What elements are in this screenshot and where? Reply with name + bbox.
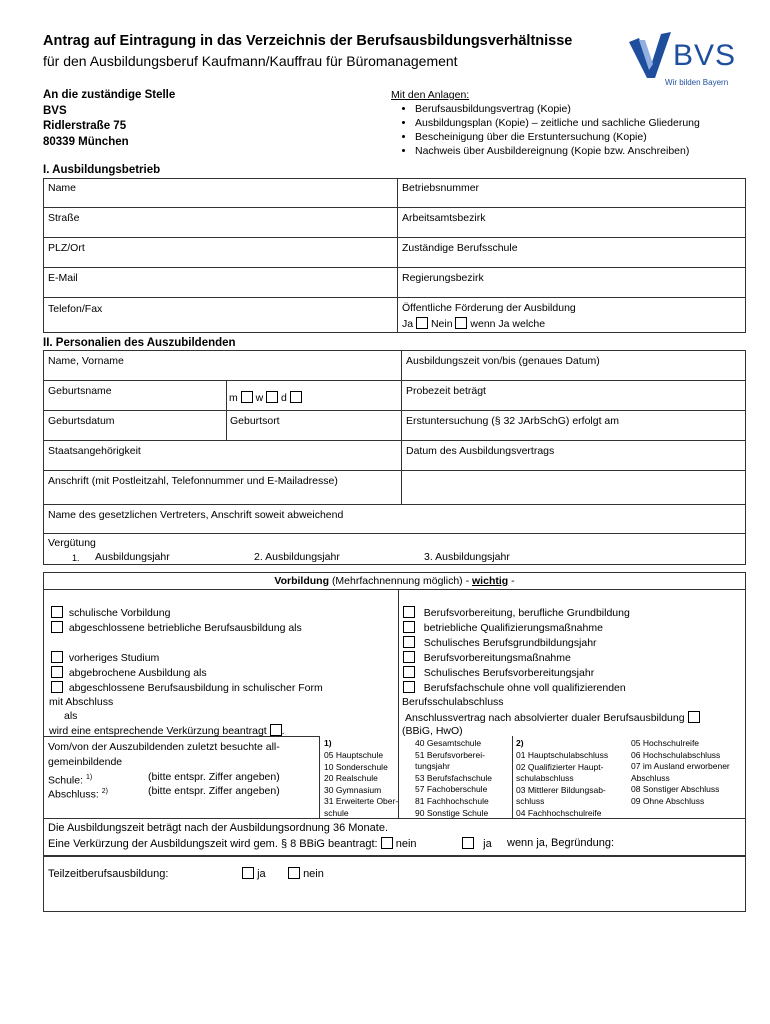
telefon-fax-field[interactable]: Telefon/Fax — [48, 303, 103, 315]
vorbildung-left-5: abgeschlossene Berufsausbildung in schulischer Form — [51, 681, 323, 695]
recipient-address — [43, 88, 175, 150]
vorbildung-right-2: betriebliche Qualifizierungsmaßnahme — [403, 621, 603, 635]
attachments-heading: Mit den Anlagen: — [391, 89, 470, 101]
gender-options: m w d — [229, 391, 302, 405]
dauer-box — [43, 818, 746, 856]
attachment-item: • Nachweis über Ausbildereignung (Kopie bzw. Anschreiben) — [415, 144, 700, 158]
verkuerzung-nein-checkbox[interactable] — [381, 837, 393, 849]
vorbildung-left-2: abgeschlossene betriebliche Berufsausbildung als — [51, 621, 302, 635]
verkuerzung-ja-row: ja — [462, 837, 492, 851]
section-1-title: I. Ausbildungsbetrieb — [43, 164, 161, 176]
begruendung-field[interactable]: wenn ja, Begründung: — [507, 837, 615, 849]
attachment-item: • Ausbildungsplan (Kopie) – zeitliche und sachliche Gliederung — [415, 116, 700, 130]
gender-d-checkbox[interactable] — [290, 391, 302, 403]
attachment-item: • Bescheinigung über die Erstuntersuchung (Kopie) — [415, 130, 700, 144]
vorbildung-right-3: Schulisches Berufsgrundbildungsjahr — [403, 636, 597, 650]
address-line-4: 80339 München — [43, 135, 129, 148]
plz-ort-field[interactable]: PLZ/Ort — [48, 242, 85, 254]
attachment-item: • Berufsausbildungsvertrag (Kopie) — [415, 102, 700, 116]
teilzeit-box — [43, 856, 746, 912]
vertragsdatum-field[interactable]: Datum des Ausbildungsvertrags — [406, 445, 555, 457]
bbig-label: (BBiG, HwO) — [402, 725, 463, 737]
teilzeit-nein-row: nein — [288, 867, 324, 881]
arbeitsamtsbezirk-field[interactable]: Arbeitsamtsbezirk — [402, 212, 486, 224]
verkuerzung-row: wird eine entsprechende Verkürzung beantragt . — [49, 725, 285, 737]
qualifizierung-checkbox[interactable] — [403, 621, 415, 633]
address-line-3: Ridlerstraße 75 — [43, 120, 127, 132]
anschlussvertrag-row: Anschlussvertrag nach absolvierter dualer Berufsausbildung — [405, 711, 700, 725]
logo-tagline: Wir bilden Bayern — [665, 78, 729, 87]
vorbildung-schulisch-checkbox[interactable] — [51, 606, 63, 618]
schule-hint: (bitte entspr. Ziffer angeben) — [148, 771, 280, 783]
email-field[interactable]: E-Mail — [48, 272, 78, 284]
berufsvorbereitung-checkbox[interactable] — [403, 606, 415, 618]
bgj-checkbox[interactable] — [403, 636, 415, 648]
anschlussvertrag-checkbox[interactable] — [688, 711, 700, 723]
foerderung-label: Öffentliche Förderung der Ausbildung — [402, 302, 576, 314]
dauer-line-2: Eine Verkürzung der Ausbildungszeit wird gem. § 8 BBiG beantragt: nein — [48, 838, 417, 850]
vorbildung-table — [43, 572, 746, 819]
berufsschule-field[interactable]: Zuständige Berufsschule — [402, 242, 518, 254]
strasse-field[interactable]: Straße — [48, 212, 80, 224]
vorbildung-right-4: Berufsvorbereitungsmaßnahme — [403, 651, 571, 665]
section-2-table — [43, 350, 746, 565]
staatsangehoerigkeit-field[interactable]: Staatsangehörigkeit — [48, 445, 141, 457]
betrieb-name-field[interactable]: Name — [48, 182, 77, 194]
vorbildung-studium-checkbox[interactable] — [51, 651, 63, 663]
teilzeit-nein-checkbox[interactable] — [288, 867, 300, 879]
berufsfachschule-checkbox[interactable] — [403, 681, 415, 693]
form-subtitle: für den Ausbildungsberuf Kaufmann/Kauffrau für Büromanagement — [43, 53, 458, 69]
teilzeit-label: Teilzeitberufsausbildung: — [48, 868, 169, 880]
abschluss-legend-col-2: 05 Hochschulreife 06 Hochschulabschluss 07 im Ausland erworbener Abschluss 08 Sonstiger Abschluss 09 Ohne Abschluss — [631, 738, 730, 806]
verkuerzung-ja-checkbox[interactable] — [462, 837, 474, 849]
verguetung-label: Vergütung — [48, 537, 96, 549]
bvm-checkbox[interactable] — [403, 651, 415, 663]
vorbildung-left-3: vorheriges Studium — [51, 651, 159, 665]
schule-legend-col-1: 05 Hauptschule 10 Sonderschule 20 Realschule 30 Gymnasium 31 Erweiterte Ober- schule — [324, 750, 399, 818]
verguetung-jahr-1[interactable]: Ausbildungsjahr — [95, 551, 170, 563]
teilzeit-ja-row: ja — [242, 867, 266, 881]
verkuerzung-checkbox[interactable] — [270, 724, 282, 736]
abschluss-hint: (bitte entspr. Ziffer angeben) — [148, 785, 280, 797]
dauer-line-1: Die Ausbildungszeit beträgt nach der Ausbildungsordnung 36 Monate. — [48, 822, 389, 834]
foerderung-ja-checkbox[interactable] — [416, 317, 428, 329]
vorbildung-right-5: Schulisches Berufsvorbereitungsjahr — [403, 666, 594, 680]
vorbildung-right-6: Berufsfachschule ohne voll qualifizierenden — [403, 681, 626, 695]
teilzeit-ja-checkbox[interactable] — [242, 867, 254, 879]
vorbildung-heading: Vorbildung (Mehrfachnennung möglich) - wichtig - — [274, 575, 515, 587]
vorbildung-schulische-form-checkbox[interactable] — [51, 681, 63, 693]
attachments-list — [391, 88, 700, 158]
vorbildung-betrieblich-checkbox[interactable] — [51, 621, 63, 633]
mit-abschluss-label: mit Abschluss — [49, 696, 114, 708]
zuletzt-besucht-2: gemeinbildende — [48, 756, 123, 768]
als-label: als — [64, 710, 78, 722]
vorbildung-right-1: Berufsvorbereitung, berufliche Grundbildung — [403, 606, 630, 620]
foerderung-nein-checkbox[interactable] — [455, 317, 467, 329]
gender-m-checkbox[interactable] — [241, 391, 253, 403]
probezeit-field[interactable]: Probezeit beträgt — [406, 385, 486, 397]
address-line-2: BVS — [43, 104, 67, 117]
bvj-checkbox[interactable] — [403, 666, 415, 678]
abschluss-legend-head: 2) — [516, 738, 524, 748]
schule-legend-col-2: 40 Gesamtschule 51 Berufsvorberei- tungsjahr 53 Berufsfachschule 57 Fachoberschule 81 Fachhochschule 90 Sonstige Schule — [415, 738, 493, 818]
jahr-1-number: 1. — [72, 553, 80, 563]
schule-field[interactable]: Schule: $^{1)}$ — [48, 774, 93, 787]
abschluss-field[interactable]: Abschluss: $^{2)}$ — [48, 788, 108, 801]
gender-w-checkbox[interactable] — [266, 391, 278, 403]
form-title: Antrag auf Eintragung in das Verzeichnis der Berufsausbildungsverhältnisse — [43, 33, 573, 49]
geburtsname-field[interactable]: Geburtsname — [48, 385, 112, 397]
betriebsnummer-field[interactable]: Betriebsnummer — [402, 182, 480, 194]
logo-text: BVS — [673, 39, 737, 72]
geburtsort-field[interactable]: Geburtsort — [230, 415, 280, 427]
vertreter-field[interactable]: Name des gesetzlichen Vertreters, Anschrift soweit abweichend — [48, 509, 344, 521]
vorbildung-abgebrochen-checkbox[interactable] — [51, 666, 63, 678]
azubi-name-field[interactable]: Name, Vorname — [48, 355, 124, 367]
section-1-table — [43, 178, 746, 333]
erstuntersuchung-field[interactable]: Erstuntersuchung (§ 32 JArbSchG) erfolgt am — [406, 415, 620, 427]
anschrift-field[interactable]: Anschrift (mit Postleitzahl, Telefonnummer und E-Mailadresse) — [48, 475, 338, 487]
ausbildungszeit-field[interactable]: Ausbildungszeit von/bis (genaues Datum) — [406, 355, 600, 367]
vorbildung-left-4: abgebrochene Ausbildung als — [51, 666, 207, 680]
schule-legend-head: 1) — [324, 738, 332, 748]
vorbildung-left-1: schulische Vorbildung — [51, 606, 170, 620]
foerderung-options: Ja Nein wenn Ja welche — [402, 318, 546, 330]
berufsschulabschluss-label: Berufsschulabschluss — [402, 696, 504, 708]
regierungsbezirk-field[interactable]: Regierungsbezirk — [402, 272, 484, 284]
zuletzt-besucht-1: Vom/von der Auszubildenden zuletzt besuchte all- — [48, 741, 280, 753]
section-2-title: II. Personalien des Auszubildenden — [43, 337, 236, 349]
geburtsdatum-field[interactable]: Geburtsdatum — [48, 415, 115, 427]
verguetung-jahr-2[interactable]: 2. Ausbildungsjahr — [254, 551, 340, 563]
address-line-1: An die zuständige Stelle — [43, 89, 176, 101]
abschluss-legend-col-1: 01 Hauptschulabschluss 02 Qualifizierter Haupt- schulabschluss 03 Mittlerer Bildungsab- schluss 04 Fachhochschulreife — [516, 750, 609, 818]
verguetung-jahr-3[interactable]: 3. Ausbildungsjahr — [424, 551, 510, 563]
bvs-logo — [627, 32, 742, 90]
